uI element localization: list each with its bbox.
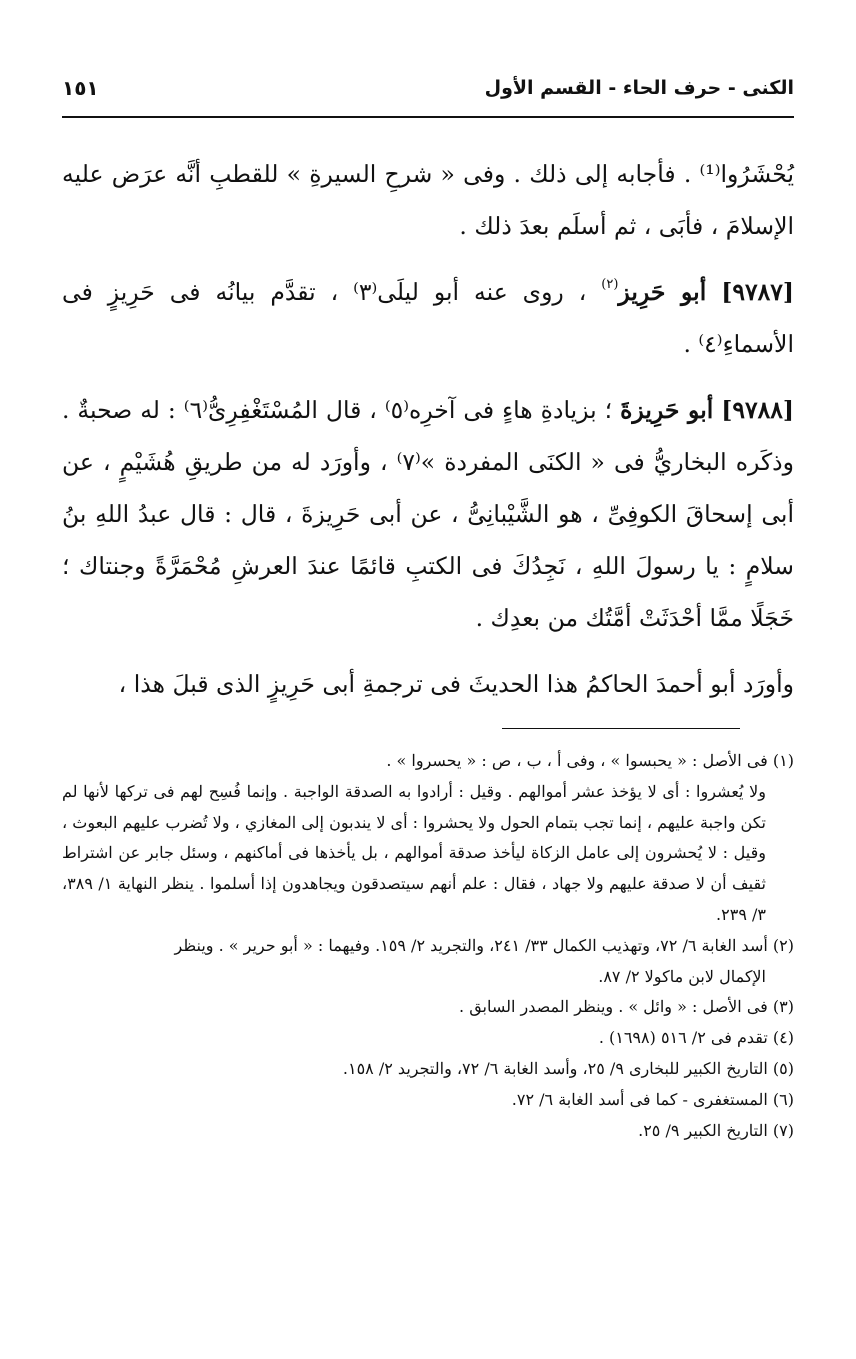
running-title: الكنى - حرف الحاء - القسم الأول [484,77,794,99]
footnote-number: (٦) [772,1089,794,1109]
entry-text: ؛ بزيادةِ هاءٍ فى آخرِه⁽٥⁾ ، قال المُسْتَغْفِرِىُّ⁽٦⁾ : له صحبةٌ . وذكَره البخاريُّ فى « الكنَى المفردة »⁽٧⁾ ، وأورَد له من طريقِ هُشَيْمٍ ، عن أبى إسحاقَ الكوفِىِّ ، هو الشَّيْبانِىُّ ، عن أبى حَرِيزةَ ، قال : قال عبدُ اللهِ بنُ سلامٍ : يا رسولَ اللهِ ، نَجِدُكَ فى الكتبِ قائمًا عندَ العرشِ مُحْمَرَّةً وجنتاك ؛ خَجَلًا ممَّا أحْدَثَتْ أمَّتُك من بعدِك . [62,396,794,632]
footnotes [62,746,794,1146]
footnote-4 [62,1023,794,1054]
footnote-text: التاريخ الكبير ٩/ ٢٥. [638,1120,768,1140]
footnote-7 [62,1116,794,1147]
footnote-rule [502,728,740,729]
paragraph-4: وأورَد أبو أحمدَ الحاكمُ هذا الحديثَ فى ترجمةِ أبى حَرِيزٍ الذى قبلَ هذا ، [118,670,794,698]
footnote-text: تقدم فى ٢/ ٥١٦ (١٦٩٨) . [598,1028,768,1048]
page-number: ١٥١ [62,76,99,100]
footnote-6 [62,1085,794,1116]
main-text [62,148,794,710]
entry-name: أبو حَرِيزةَ [620,396,714,424]
page-header [62,68,794,108]
entry-number: [٩٧٨٨] [721,396,794,424]
footnote-2 [62,931,794,993]
footnote-number: (٤) [772,1028,794,1048]
paragraph-1: يُحْشَرُوا⁽¹⁾ . فأجابه إلى ذلك . وفى « شرحِ السيرةِ » للقطبِ أنَّه عرَض عليه الإسلامَ ، فأبَى ، ثم أسلَم بعدَ ذلك . [62,160,794,240]
footnote-continuation: ولا يُعشروا : أى لا يؤخذ عشر أموالهم . وقيل : أرادوا به الصدقة الواجبة . وإنما فُسِح لهم فى تركها لأنها لم تكن واجبة عليهم ، إنما تجب بتمام الحول ولا يحشروا : أى لا يندبون إلى المغازي ، ولا تُضرب عليهم البعوث ، وقيل : لا يُحشرون إلى عامل الزكاة ليأخذ صدقة أموالهم ، بل يأخذها فى أماكنهم ، وسئل جابر عن اشتراط ثقيف أن لا صدقة عليهم ولا جهاد ، فقال : علم أنهم سيتصدقون ويجاهدون إذا أسلموا . ينظر النهاية ١/ ٣٨٩، ٣/ ٢٣٩. [62,781,766,924]
footnote-continuation: الإكمال لابن ماكولا ٢/ ٨٧. [598,966,766,986]
footnote-5 [62,1054,794,1085]
footnote-text: التاريخ الكبير للبخارى ٩/ ٢٥، وأسد الغابة ٦/ ٧٢، والتجريد ٢/ ١٥٨. [342,1058,768,1078]
footnote-text: أسد الغابة ٦/ ٧٢، وتهذيب الكمال ٣٣/ ٢٤١، والتجريد ٢/ ١٥٩. وفيهما : « أبو حرير » . وينظر [174,935,768,955]
footnote-number: (٧) [772,1120,794,1140]
footnote-3 [62,992,794,1023]
footnote-number: (٢) [772,935,794,955]
header-rule [62,116,794,118]
footnote-text: فى الأصل : « وائل » . وينظر المصدر السابق . [459,997,768,1017]
footnote-number: (٣) [772,997,794,1017]
footnote-number: (٥) [772,1058,794,1078]
footnote-ref: (٢) [601,277,619,292]
entry-name: أبو حَرِيز [618,278,707,306]
entry-number: [٩٧٨٧] [721,278,794,306]
entry-9787 [62,266,794,370]
footnote-text: فى الأصل : « يحبسوا » ، وفى أ ، ب ، ص : « يحسروا » . [386,751,768,770]
footnote-number: (١) [772,751,794,770]
entry-9788 [62,384,794,644]
footnote-1 [62,746,794,931]
entry-text: ، روى عنه أبو ليلَى⁽٣⁾ ، تقدَّم بيانُه فى حَرِيزٍ فى الأسماءِ⁽٤⁾ . [62,278,794,358]
footnote-text: المستغفرى - كما فى أسد الغابة ٦/ ٧٢. [511,1089,768,1109]
